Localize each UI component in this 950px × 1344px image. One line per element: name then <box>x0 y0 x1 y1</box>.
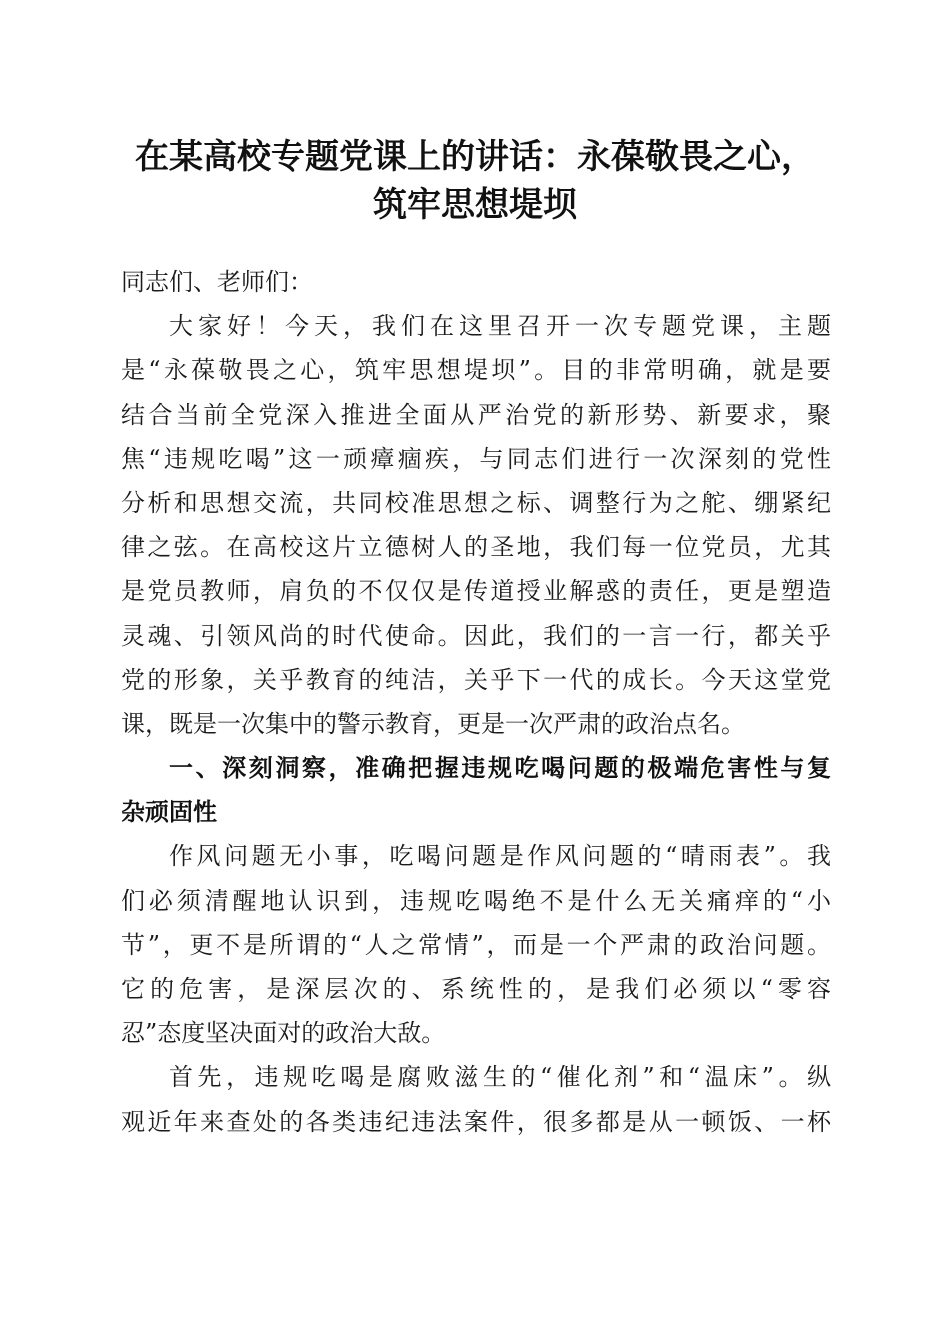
paragraph-line: 焦“违规吃喝”这一顽瘴痼疾，与同志们进行一次深刻的党性 <box>121 444 831 473</box>
heading-line: 一、深刻洞察，准确把握违规吃喝问题的极端危害性与复 <box>169 754 831 783</box>
title-line: 在某高校专题党课上的讲话：永葆敬畏之心， <box>135 137 815 177</box>
paragraph-line: 律之弦。在高校这片立德树人的圣地，我们每一位党员，尤其 <box>121 533 831 562</box>
paragraph-line: 节”，更不是所谓的“人之常情”，而是一个严肃的政治问题。 <box>121 930 831 959</box>
heading-line: 杂顽固性 <box>121 798 217 827</box>
document-title <box>100 133 850 229</box>
paragraph-first-point <box>121 1055 831 1143</box>
paragraph-line: 课，既是一次集中的警示教育，更是一次严肃的政治点名。 <box>121 709 745 738</box>
paragraph-line: 大家好！今天，我们在这里召开一次专题党课，主题 <box>169 312 831 341</box>
section-heading-1 <box>121 746 831 834</box>
paragraph-line: 结合当前全党深入推进全面从严治党的新形势、新要求，聚 <box>121 400 831 429</box>
paragraph-intro <box>121 304 831 746</box>
document-body <box>121 260 831 1144</box>
paragraph-line: 首先，违规吃喝是腐败滋生的“催化剂”和“温床”。纵 <box>169 1063 831 1092</box>
paragraph-line: 它的危害，是深层次的、系统性的，是我们必须以“零容 <box>121 975 831 1003</box>
title-line: 筑牢思想堤坝 <box>373 185 577 225</box>
paragraph-line: 党的形象，关乎教育的纯洁，关乎下一代的成长。今天这堂党 <box>121 665 831 694</box>
paragraph-line: 作风问题无小事，吃喝问题是作风问题的“晴雨表”。我 <box>169 842 831 871</box>
paragraph-line: 是“永葆敬畏之心，筑牢思想堤坝”。目的非常明确，就是要 <box>121 356 831 385</box>
paragraph-line: 忍”态度坚决面对的政治大敌。 <box>121 1019 446 1048</box>
salutation: 同志们、老师们： <box>121 268 313 296</box>
paragraph-line: 分析和思想交流，共同校准思想之标、调整行为之舵、绷紧纪 <box>121 488 831 517</box>
paragraph-line: 是党员教师，肩负的不仅仅是传道授业解惑的责任，更是塑造 <box>121 577 831 606</box>
paragraph-line: 观近年来查处的各类违纪违法案件，很多都是从一顿饭、一杯 <box>121 1107 831 1136</box>
paragraph-line: 们必须清醒地认识到，违规吃喝绝不是什么无关痛痒的“小 <box>121 886 831 915</box>
paragraph-line: 灵魂、引领风尚的时代使命。因此，我们的一言一行，都关乎 <box>121 621 831 650</box>
paragraph-section-1 <box>121 834 831 1055</box>
